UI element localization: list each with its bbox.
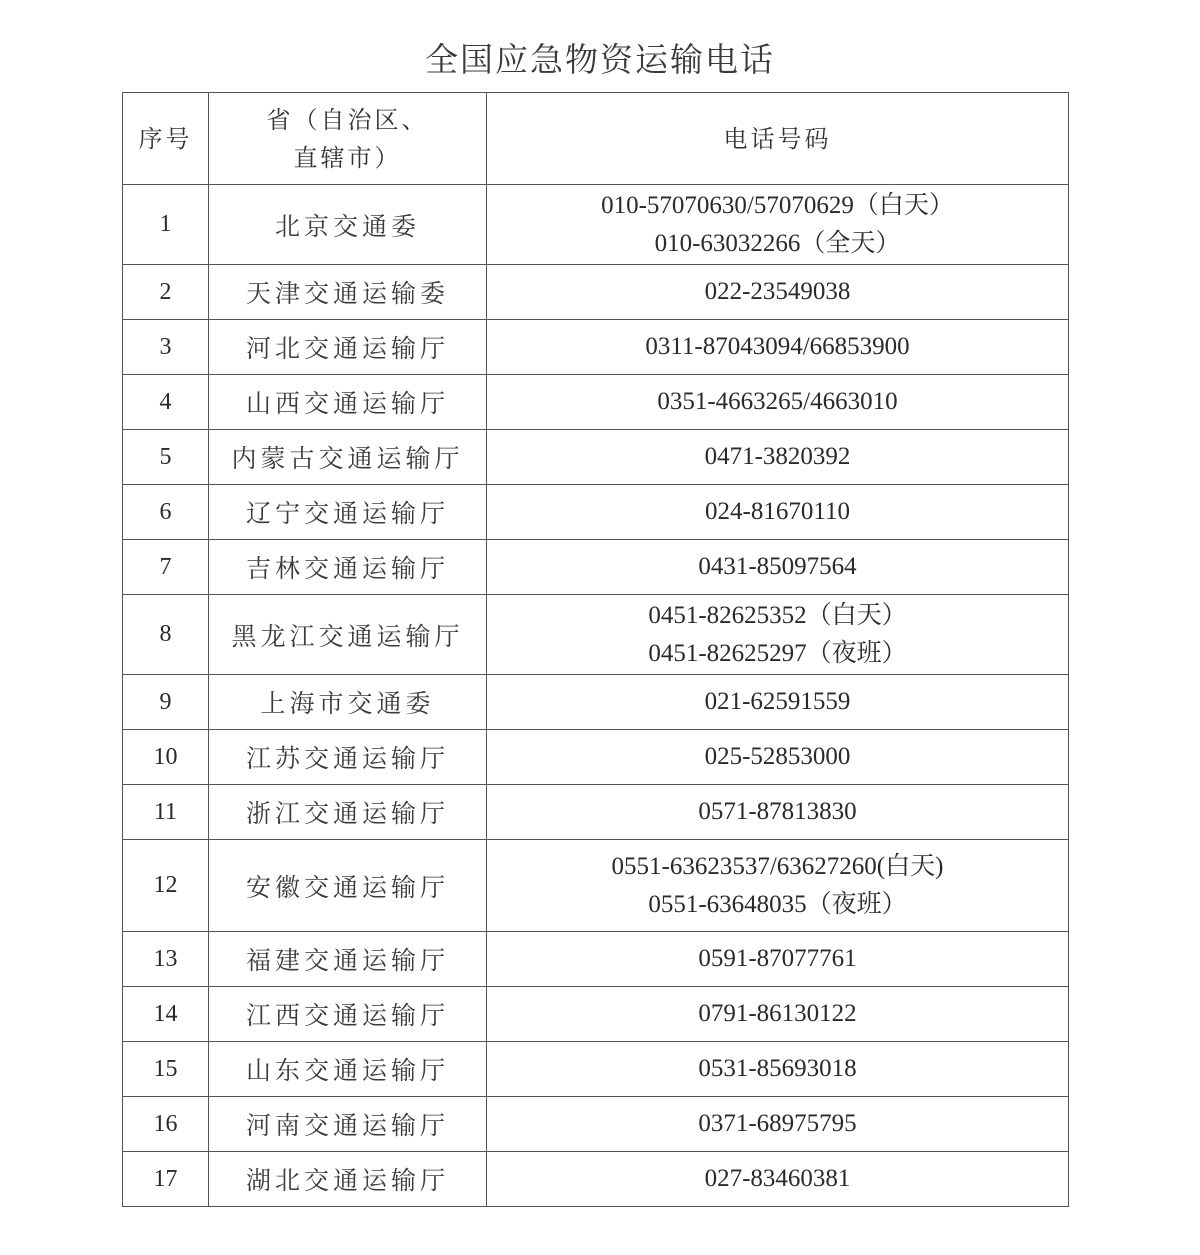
row-phone: 0531-85693018: [487, 1042, 1069, 1097]
table-row: [123, 1152, 1069, 1207]
row-index: 12: [123, 840, 209, 932]
phone-number: 0451-82625297（夜班）: [648, 639, 907, 667]
row-index: 1: [123, 185, 209, 265]
row-province: 天津交通运输委: [209, 265, 487, 320]
row-index: 9: [123, 675, 209, 730]
table-row: [123, 730, 1069, 785]
row-phone: 024-81670110: [487, 485, 1069, 540]
row-index: 4: [123, 375, 209, 430]
phone-number: 0551-63623537/63627260(白天): [611, 852, 944, 880]
header-phone: 电话号码: [487, 93, 1069, 185]
table-row: [123, 840, 1069, 932]
row-phone: 0471-3820392: [487, 430, 1069, 485]
table-row: [123, 485, 1069, 540]
row-province: 河南交通运输厅: [209, 1097, 487, 1152]
row-phone: [487, 840, 1069, 932]
row-phone: 025-52853000: [487, 730, 1069, 785]
row-index: 3: [123, 320, 209, 375]
table-row: [123, 785, 1069, 840]
table-row: [123, 932, 1069, 987]
header-province-line2: 直辖市）: [293, 143, 402, 172]
header-index: 序号: [123, 93, 209, 185]
row-index: 13: [123, 932, 209, 987]
row-province: 吉林交通运输厅: [209, 540, 487, 595]
page-title: 全国应急物资运输电话: [425, 40, 775, 79]
row-index: 14: [123, 987, 209, 1042]
row-phone: 027-83460381: [487, 1152, 1069, 1207]
row-index: 7: [123, 540, 209, 595]
table-header-row: [123, 93, 1069, 185]
row-phone: 0351-4663265/4663010: [487, 375, 1069, 430]
row-province: 内蒙古交通运输厅: [209, 430, 487, 485]
row-province: 山东交通运输厅: [209, 1042, 487, 1097]
row-index: 15: [123, 1042, 209, 1097]
row-phone: 0371-68975795: [487, 1097, 1069, 1152]
row-phone: [487, 595, 1069, 675]
row-province: 辽宁交通运输厅: [209, 485, 487, 540]
phone-number: 010-63032266（全天）: [654, 229, 901, 257]
row-province: 山西交通运输厅: [209, 375, 487, 430]
row-province: 湖北交通运输厅: [209, 1152, 487, 1207]
table-row: [123, 375, 1069, 430]
table-row: [123, 430, 1069, 485]
phone-number: 0451-82625352（白天）: [648, 601, 907, 629]
table-row: [123, 265, 1069, 320]
row-phone: 021-62591559: [487, 675, 1069, 730]
row-province: 福建交通运输厅: [209, 932, 487, 987]
table-row: [123, 595, 1069, 675]
header-province-line1: 省（自治区、: [266, 105, 429, 134]
row-index: 11: [123, 785, 209, 840]
row-index: 6: [123, 485, 209, 540]
row-province: 北京交通委: [209, 185, 487, 265]
table-row: [123, 1042, 1069, 1097]
row-phone: 0431-85097564: [487, 540, 1069, 595]
row-province: 上海市交通委: [209, 675, 487, 730]
row-phone: 022-23549038: [487, 265, 1069, 320]
header-province: [209, 93, 487, 185]
row-index: 5: [123, 430, 209, 485]
contact-table: [122, 92, 1069, 1207]
row-province: 河北交通运输厅: [209, 320, 487, 375]
table-row: [123, 987, 1069, 1042]
table-row: [123, 320, 1069, 375]
row-phone: 0311-87043094/66853900: [487, 320, 1069, 375]
row-province: 江苏交通运输厅: [209, 730, 487, 785]
row-province: 安徽交通运输厅: [209, 840, 487, 932]
row-index: 10: [123, 730, 209, 785]
row-index: 2: [123, 265, 209, 320]
phone-number: 010-57070630/57070629（白天）: [601, 191, 954, 219]
row-province: 浙江交通运输厅: [209, 785, 487, 840]
table-row: [123, 675, 1069, 730]
row-province: 江西交通运输厅: [209, 987, 487, 1042]
row-index: 8: [123, 595, 209, 675]
row-phone: [487, 185, 1069, 265]
table-row: [123, 540, 1069, 595]
row-province: 黑龙江交通运输厅: [209, 595, 487, 675]
table-row: [123, 1097, 1069, 1152]
row-phone: 0791-86130122: [487, 987, 1069, 1042]
row-phone: 0571-87813830: [487, 785, 1069, 840]
table-row: [123, 185, 1069, 265]
row-index: 16: [123, 1097, 209, 1152]
row-index: 17: [123, 1152, 209, 1207]
phone-number: 0551-63648035（夜班）: [648, 890, 907, 918]
row-phone: 0591-87077761: [487, 932, 1069, 987]
